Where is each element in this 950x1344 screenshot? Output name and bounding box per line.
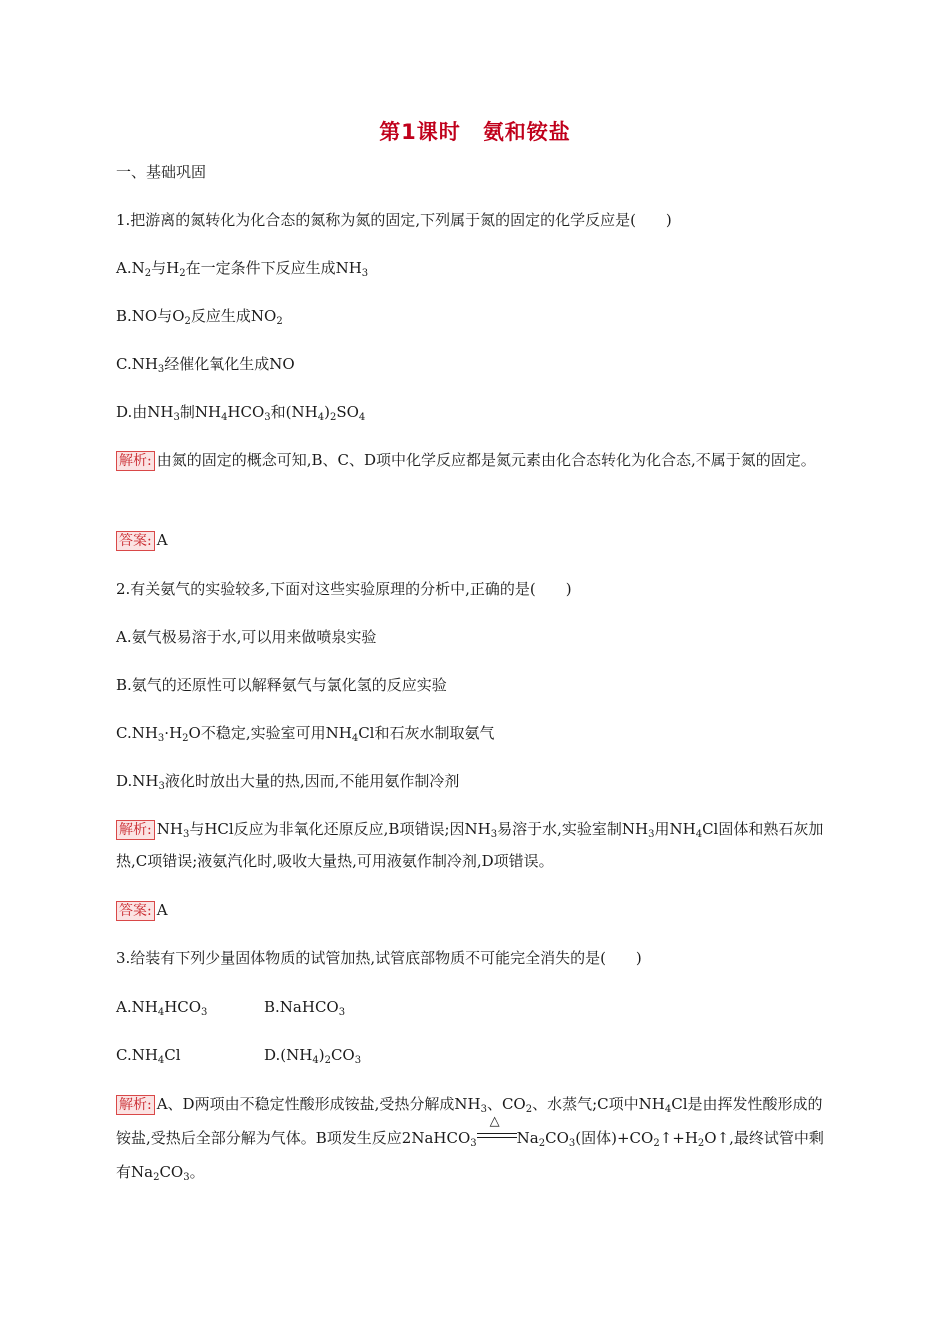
q2-option-b: B.氨气的还原性可以解释氨气与氯化氢的反应实验	[116, 676, 447, 694]
q3-option-d: $D.(NH_4)_2CO_3$	[264, 1046, 362, 1066]
q1-stem: 1.把游离的氮转化为化合态的氮称为氮的固定,下列属于氮的固定的化学反应是( )	[116, 211, 672, 229]
q2-option-c: $C.NH_3\cdot H_2O$不稳定,实验室可用$NH_4Cl$和石灰水制取氨气	[116, 724, 495, 744]
q3-option-c: $C.NH_4Cl$	[116, 1046, 181, 1066]
analysis-tag: 解析:	[116, 1095, 155, 1115]
q1-option-d: D.由$NH_3$制$NH_4HCO_3$和$(NH_4)_2SO_4$	[116, 403, 366, 423]
page-title	[0, 116, 950, 146]
heating-condition-symbol: △	[477, 1130, 517, 1144]
q2-option-a: A.氨气极易溶于水,可以用来做喷泉实验	[116, 628, 377, 646]
q1-option-a: $A.N_2$与$H_2$在一定条件下反应生成$NH_3$	[116, 259, 369, 279]
answer-tag: 答案:	[116, 901, 155, 921]
q1-option-b: B.NO与$O_2$反应生成$NO_2$	[116, 307, 283, 327]
analysis-tag: 解析:	[116, 820, 155, 840]
q3-option-row-1	[116, 997, 207, 1017]
analysis-tag: 解析:	[116, 451, 155, 471]
q1-option-c: $C.NH_3$经催化氧化生成NO	[116, 355, 295, 375]
q1-answer: 答案: A	[116, 530, 168, 551]
q1-analysis: 解析: 由氮的固定的概念可知,B、C、D项中化学反应都是氮元素由化合态转化为化合态,不属于氮的固定。	[116, 444, 836, 476]
q2-option-d: $D.NH_3$液化时放出大量的热,因而,不能用氨作制冷剂	[116, 772, 460, 792]
answer-tag: 答案:	[116, 531, 155, 551]
q2-answer: 答案: A	[116, 900, 168, 921]
q3-stem: 3.给装有下列少量固体物质的试管加热,试管底部物质不可能完全消失的是( )	[116, 949, 642, 967]
lesson-topic: 氨和铵盐	[482, 120, 571, 144]
q3-option-b: B.NaHCO$_3$	[264, 998, 346, 1018]
q3-option-a: $A.NH_4HCO_3$	[116, 998, 208, 1018]
q2-analysis: 解析: $NH_3$与HCl反应为非氧化还原反应,B项错误;因$NH_3$易溶于水,实验室制$NH_3$用$NH_4Cl$固体和熟石灰加热,C项错误;液氨汽化时,吸收大量热,可用液氨作制冷剂,D项错误。	[116, 820, 824, 870]
q2-stem: 2.有关氨气的实验较多,下面对这些实验原理的分析中,正确的是( )	[116, 580, 572, 598]
lesson-number: 第1课时	[379, 120, 461, 144]
section-heading: 一、基础巩固	[116, 163, 207, 181]
q3-analysis: 解析: A、D两项由不稳定性酸形成铵盐,受热分解成$NH_3$、$CO_2$、水蒸气;C项中$NH_4Cl$是由挥发性酸形成的铵盐,受热后全部分解为气体。B项发生反应2NaHCO$_3$ △ $Na_2CO_3$(固体)$+CO_2↑+H_2O↑$,最终试管中剩有$Na_2CO_3$。	[116, 1095, 824, 1183]
